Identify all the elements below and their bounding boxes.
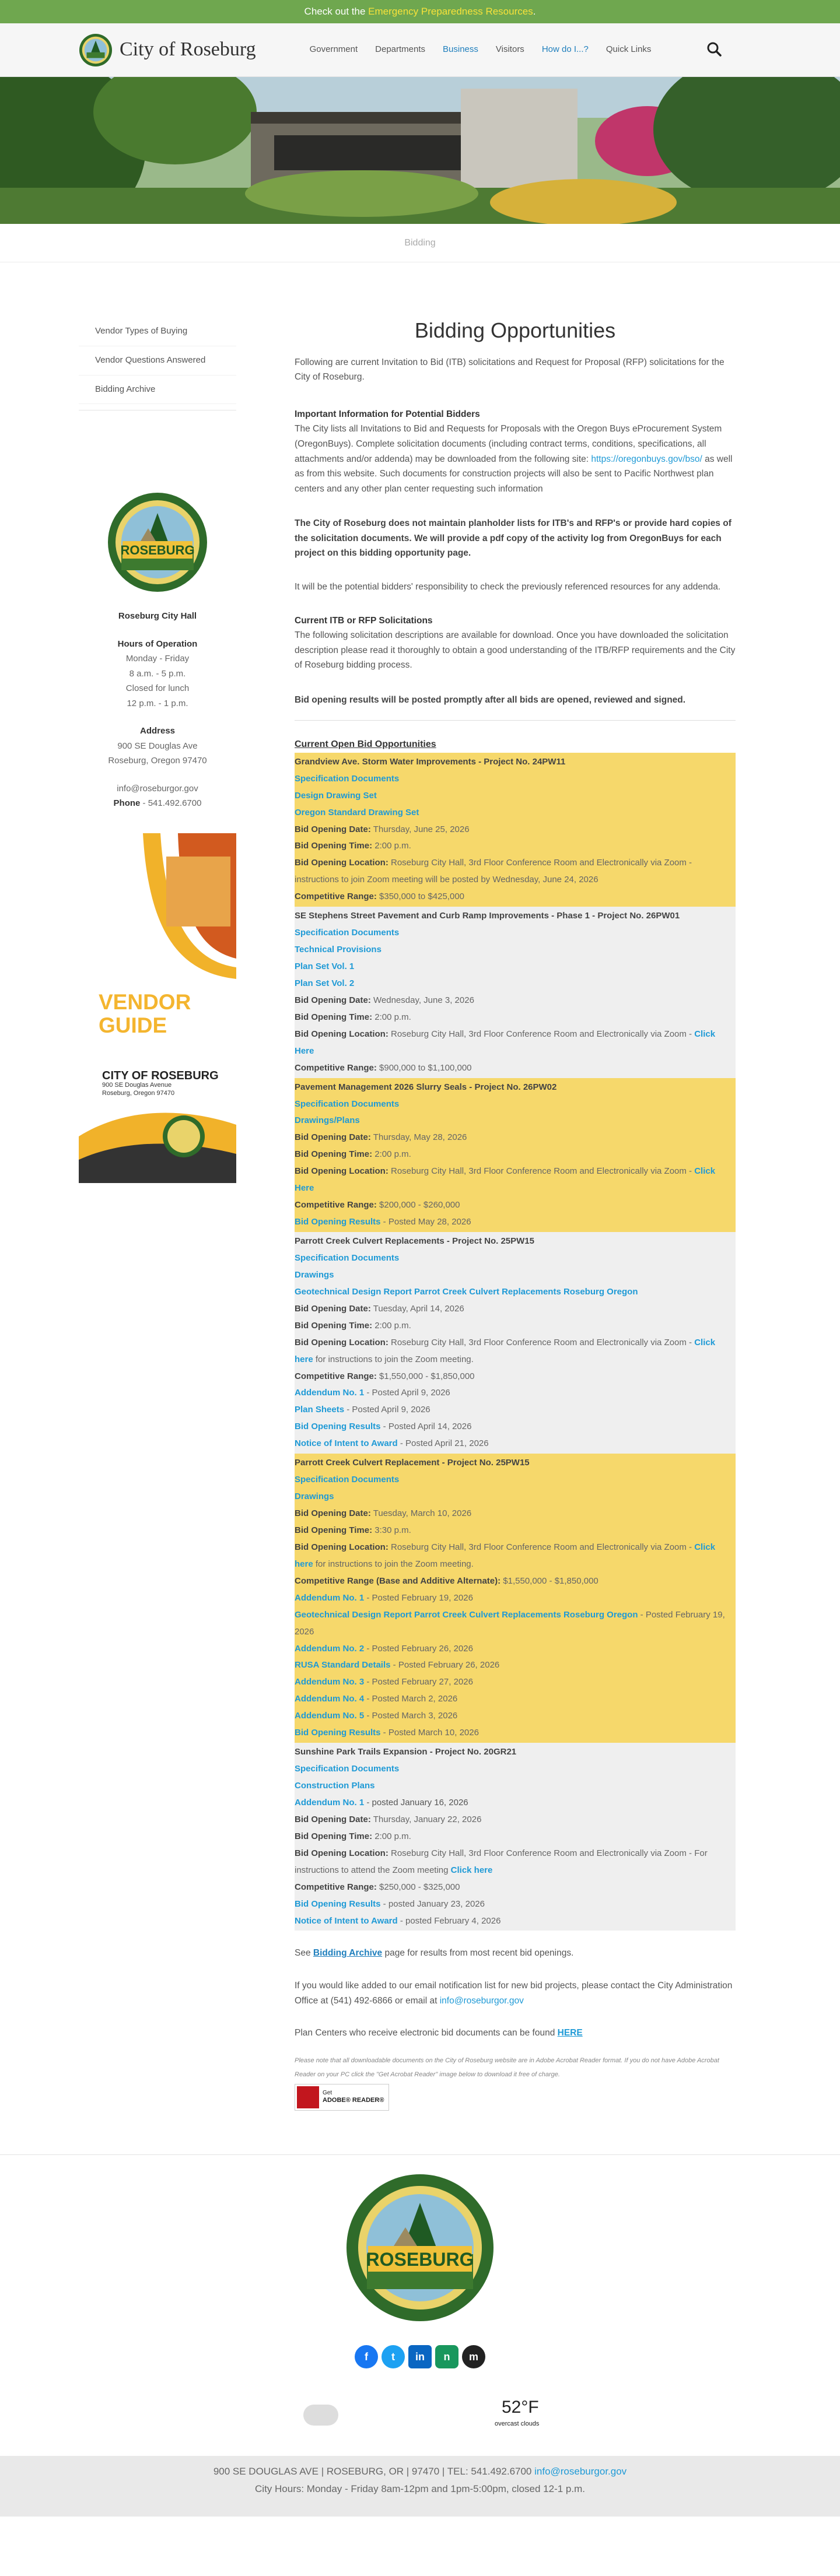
bid-opening-date bbox=[295, 822, 736, 838]
field-value: Roseburg City Hall, 3rd Floor Conference Room and Electronically via Zoom - bbox=[388, 1029, 695, 1039]
sidebar-item-vendor-questions[interactable]: Vendor Questions Answered bbox=[79, 346, 236, 375]
bid-opening-location bbox=[295, 1335, 736, 1368]
vendor-guide-title bbox=[99, 991, 191, 1038]
alert-link[interactable]: Emergency Preparedness Resources bbox=[368, 6, 533, 17]
bid-post bbox=[295, 1402, 736, 1419]
phone-label: Phone bbox=[113, 798, 141, 809]
bid-item bbox=[295, 1078, 736, 1232]
field-value: for instructions to join the Zoom meeting. bbox=[313, 1354, 474, 1364]
field-value: Thursday, January 22, 2026 bbox=[370, 1814, 482, 1824]
get-adobe-reader-button[interactable] bbox=[295, 2084, 389, 2111]
bid-post-link[interactable]: Notice of Intent to Award bbox=[295, 1438, 398, 1449]
bid-post bbox=[295, 1657, 736, 1674]
field-value: for instructions to join the Zoom meeting. bbox=[313, 1559, 474, 1569]
bid-document-link[interactable]: Specification Documents bbox=[295, 773, 400, 784]
field-label: Competitive Range: bbox=[295, 1062, 377, 1073]
competitive-range bbox=[295, 1879, 736, 1896]
field-value: 2:00 p.m. bbox=[372, 1149, 411, 1160]
bid-post-link[interactable]: Addendum No. 2 bbox=[295, 1643, 365, 1654]
address-line: Roseburg, Oregon 97470 bbox=[108, 756, 207, 766]
bid-post bbox=[295, 1607, 736, 1641]
field-label: Bid Opening Time: bbox=[295, 1831, 373, 1841]
bid-post bbox=[295, 1691, 736, 1708]
bid-post-link[interactable]: Addendum No. 1 bbox=[295, 1592, 365, 1603]
important-heading: Important Information for Potential Bidders bbox=[295, 409, 480, 419]
after-bids bbox=[295, 1946, 736, 2114]
bid-document-link[interactable]: Specification Documents bbox=[295, 1099, 400, 1109]
bid-document-link[interactable]: Plan Set Vol. 1 bbox=[295, 961, 355, 971]
sidebar bbox=[79, 317, 236, 2114]
bid-document-link[interactable]: Specification Documents bbox=[295, 1475, 400, 1485]
oregonbuys-link[interactable]: https://oregonbuys.gov/bso/ bbox=[591, 454, 702, 464]
bid-opening-location bbox=[295, 1026, 736, 1060]
field-value: Roseburg City Hall, 3rd Floor Conference Room and Electronically via Zoom - bbox=[388, 1542, 695, 1552]
bid-opening-location bbox=[295, 1845, 736, 1879]
bid-post-date: - posted January 23, 2026 bbox=[380, 1898, 485, 1909]
field-label: Bid Opening Time: bbox=[295, 841, 373, 851]
vg-title-line: VENDOR bbox=[99, 989, 191, 1014]
divider bbox=[295, 720, 736, 721]
competitive-range bbox=[295, 1060, 736, 1077]
competitive-range bbox=[295, 1573, 736, 1590]
bid-post-date: - Posted April 9, 2026 bbox=[364, 1388, 450, 1398]
competitive-range bbox=[295, 1197, 736, 1214]
hero-image bbox=[0, 77, 840, 224]
field-label: Bid Opening Location: bbox=[295, 1848, 388, 1858]
field-label: Competitive Range (Base and Additive Alternate): bbox=[295, 1575, 501, 1586]
field-label: Bid Opening Location: bbox=[295, 1337, 388, 1347]
field-label: Bid Opening Location: bbox=[295, 1542, 388, 1552]
footer-bottom bbox=[0, 2456, 840, 2517]
field-value: $900,000 to $1,100,000 bbox=[376, 1062, 472, 1073]
field-label: Bid Opening Location: bbox=[295, 1166, 388, 1177]
bid-document-link[interactable]: Specification Documents bbox=[295, 1252, 400, 1263]
bid-post-link[interactable]: Addendum No. 3 bbox=[295, 1677, 365, 1687]
bid-post bbox=[295, 1795, 736, 1812]
sidebar-seal-wrap bbox=[79, 492, 236, 592]
bid-post bbox=[295, 1641, 736, 1658]
field-value: Tuesday, April 14, 2026 bbox=[370, 1303, 464, 1314]
field-value: 3:30 p.m. bbox=[372, 1525, 411, 1535]
bid-post-date: - Posted February 26, 2026 bbox=[364, 1643, 473, 1654]
bid-opening-time bbox=[295, 1146, 736, 1163]
vg-addr-line: Roseburg, Oregon 97470 bbox=[102, 1090, 175, 1097]
bid-opening-location bbox=[295, 855, 736, 889]
hours-line: 12 p.m. - 1 p.m. bbox=[127, 698, 188, 708]
vg-title-line: GUIDE bbox=[99, 1013, 167, 1038]
hours-line: Monday - Friday bbox=[125, 654, 190, 664]
adobe-note: Please note that all downloadable documents on the City of Roseburg website are in Adobe Acrobat Reader format. If you do not have Adobe Acrobat Reader on your PC click the "Get Acrobat Reader" image below to download it free of charge. bbox=[295, 2056, 719, 2078]
field-label: Bid Opening Date: bbox=[295, 1303, 371, 1314]
footer bbox=[0, 2154, 840, 2456]
bid-post bbox=[295, 1725, 736, 1742]
bid-post-date: - posted February 4, 2026 bbox=[397, 1915, 501, 1926]
field-value: Thursday, June 25, 2026 bbox=[370, 824, 470, 834]
bidding-archive-link[interactable]: Bidding Archive bbox=[313, 1948, 383, 1959]
competitive-range bbox=[295, 1368, 736, 1385]
field-value: $1,550,000 - $1,850,000 bbox=[376, 1371, 475, 1381]
bid-post-link[interactable]: Addendum No. 1 bbox=[295, 1388, 365, 1398]
field-value: Wednesday, June 3, 2026 bbox=[370, 995, 474, 1005]
city-hall-photo bbox=[0, 77, 840, 224]
vendor-guide-city: CITY OF ROSEBURG bbox=[102, 1069, 219, 1082]
bid-title: Sunshine Park Trails Expansion - Project No. 20GR21 bbox=[295, 1747, 517, 1757]
bid-post bbox=[295, 1436, 736, 1452]
address-heading: Address bbox=[139, 726, 176, 736]
archive-pre: See bbox=[295, 1948, 313, 1959]
field-value: Roseburg City Hall, 3rd Floor Conference Room and Electronically via Zoom - bbox=[388, 1166, 695, 1177]
contact-info bbox=[79, 609, 236, 811]
bid-post bbox=[295, 1896, 736, 1913]
site-logo[interactable] bbox=[79, 33, 256, 67]
alert-text: Check out the bbox=[304, 6, 369, 17]
bid-opening-time bbox=[295, 1009, 736, 1026]
bid-opening-location bbox=[295, 1163, 736, 1197]
notify-body: If you would like added to our email notification list for new bid projects, please contact the City Administration Office at (541) 492-6866 or email at bbox=[295, 1981, 733, 2006]
bid-post-date: - Posted February 19, 2026 bbox=[364, 1592, 473, 1603]
bid-post bbox=[295, 1913, 736, 1930]
social-links bbox=[0, 2345, 840, 2368]
intro-text: Following are current Invitation to Bid (ITB) solicitations and Request for Proposal (RFP) solicitations for the City of Roseburg. bbox=[295, 357, 724, 382]
nextdoor-icon[interactable]: n bbox=[435, 2345, 459, 2368]
nav-visitors[interactable]: Visitors bbox=[495, 44, 524, 55]
current-heading: Current ITB or RFP Solicitations bbox=[295, 615, 433, 626]
bid-post bbox=[295, 1674, 736, 1691]
cloud-icon bbox=[303, 2405, 338, 2426]
adobe-get: Get bbox=[323, 2090, 332, 2097]
zoom-link[interactable]: Click here bbox=[450, 1865, 493, 1875]
contact-title: Roseburg City Hall bbox=[118, 611, 197, 622]
bid-document-link[interactable]: Drawings/Plans bbox=[295, 1115, 360, 1126]
adobe-name: ADOBE® READER® bbox=[323, 2097, 384, 2104]
plan-centers-body: Plan Centers who receive electronic bid documents can be found bbox=[295, 2028, 558, 2038]
bid-document-link[interactable]: Oregon Standard Drawing Set bbox=[295, 807, 419, 817]
notify-email-link[interactable]: info@roseburgor.gov bbox=[439, 1995, 524, 2006]
bid-post bbox=[295, 1419, 736, 1436]
bid-post-date: - Posted April 14, 2026 bbox=[380, 1422, 472, 1432]
field-value: 2:00 p.m. bbox=[372, 1012, 411, 1022]
nav-government[interactable]: Government bbox=[309, 44, 358, 55]
bid-post-link[interactable]: Plan Sheets bbox=[295, 1405, 345, 1415]
site-name: City of Roseburg bbox=[120, 38, 256, 61]
important-body: The City lists all Invitations to Bid and Requests for Proposals with the Oregon Buys eProcurement System (OregonBuys). Complete solicitation documents (including contract terms, conditions, specifications, all attachments and/or addenda) may be downloaded from the following site: bbox=[295, 424, 722, 464]
field-value: 2:00 p.m. bbox=[372, 1831, 411, 1841]
zoom-link[interactable]: Click here bbox=[295, 1337, 716, 1364]
field-label: Competitive Range: bbox=[295, 1200, 377, 1210]
bid-post-link[interactable]: Addendum No. 1 bbox=[295, 1797, 365, 1808]
search-icon[interactable] bbox=[705, 40, 724, 59]
bid-item bbox=[295, 753, 736, 907]
bid-post-date: - Posted March 10, 2026 bbox=[380, 1728, 479, 1738]
bid-document-link[interactable]: Plan Set Vol. 2 bbox=[295, 978, 355, 988]
bid-post-link[interactable]: Notice of Intent to Award bbox=[295, 1915, 398, 1926]
competitive-range bbox=[295, 889, 736, 906]
bid-post-link[interactable]: Geotechnical Design Report Parrot Creek Culvert Replacements Roseburg Oregon bbox=[295, 1609, 638, 1620]
notify-text bbox=[295, 1978, 736, 2008]
bid-post-link[interactable]: Bid Opening Results bbox=[295, 1728, 381, 1738]
bid-opening-location bbox=[295, 1539, 736, 1573]
zoom-link[interactable]: Click Here bbox=[295, 1029, 716, 1056]
zoom-link[interactable]: Click Here bbox=[295, 1166, 716, 1194]
footer-address bbox=[0, 2463, 840, 2480]
results-note: Bid opening results will be posted promptly after all bids are opened, reviewed and signed. bbox=[295, 694, 686, 705]
bid-post bbox=[295, 1708, 736, 1725]
hours-line: Closed for lunch bbox=[125, 683, 190, 694]
linkedin-icon[interactable]: in bbox=[408, 2345, 432, 2368]
mailchimp-icon[interactable]: m bbox=[462, 2345, 485, 2368]
hours-heading: Hours of Operation bbox=[117, 638, 198, 649]
bid-title: Parrott Creek Culvert Replacement - Project No. 25PW15 bbox=[295, 1458, 530, 1468]
bid-post bbox=[295, 1590, 736, 1607]
site-header bbox=[0, 23, 840, 77]
field-label: Bid Opening Location: bbox=[295, 1029, 388, 1039]
bid-title: Parrott Creek Culvert Replacements - Project No. 25PW15 bbox=[295, 1236, 534, 1246]
field-label: Bid Opening Date: bbox=[295, 1132, 371, 1143]
footer-address-text: 900 SE DOUGLAS AVE | ROSEBURG, OR | 97470 | TEL: 541.492.6700 bbox=[213, 2466, 535, 2477]
city-seal-icon bbox=[79, 33, 113, 67]
field-value: $350,000 to $425,000 bbox=[376, 892, 464, 902]
bid-document-link[interactable]: Specification Documents bbox=[295, 1764, 400, 1774]
bid-post-link[interactable]: RUSA Standard Details bbox=[295, 1660, 391, 1670]
archive-text bbox=[295, 1946, 736, 1961]
field-label: Competitive Range: bbox=[295, 1882, 377, 1892]
bid-item bbox=[295, 1743, 736, 1931]
bid-title: SE Stephens Street Pavement and Curb Ramp Improvements - Phase 1 - Project No. 26PW01 bbox=[295, 911, 680, 921]
field-value: Roseburg City Hall, 3rd Floor Conference Room and Electronically via Zoom - bbox=[388, 1337, 695, 1347]
nav-departments[interactable]: Departments bbox=[375, 44, 426, 55]
field-label: Bid Opening Date: bbox=[295, 824, 371, 834]
field-label: Bid Opening Date: bbox=[295, 1508, 371, 1518]
field-value: $1,550,000 - $1,850,000 bbox=[501, 1575, 598, 1586]
page-body bbox=[0, 317, 840, 2114]
bid-title: Grandview Ave. Storm Water Improvements - Project No. 24PW11 bbox=[295, 756, 566, 767]
field-label: Competitive Range: bbox=[295, 892, 377, 902]
bid-post-date: - Posted April 21, 2026 bbox=[397, 1438, 489, 1449]
bid-post-date: - Posted February 19, 2026 bbox=[295, 1609, 725, 1637]
bid-post-link[interactable]: Bid Opening Results bbox=[295, 1898, 381, 1909]
footer-email-link[interactable]: info@roseburgor.gov bbox=[534, 2466, 627, 2477]
field-label: Bid Opening Location: bbox=[295, 858, 388, 868]
field-label: Bid Opening Time: bbox=[295, 1320, 373, 1331]
bid-post-link[interactable]: Addendum No. 5 bbox=[295, 1711, 365, 1721]
phone-number: - 541.492.6700 bbox=[140, 798, 202, 809]
plan-centers-text bbox=[295, 2026, 736, 2041]
field-value: Roseburg City Hall, 3rd Floor Conference Room and Electronically via Zoom - For instructions to attend the Zoom meeting bbox=[295, 1848, 708, 1875]
bid-post-date: - Posted February 27, 2026 bbox=[364, 1677, 473, 1687]
hours-line: 8 a.m. - 5 p.m. bbox=[129, 668, 186, 679]
bid-opening-date bbox=[295, 1129, 736, 1146]
facebook-icon[interactable]: f bbox=[355, 2345, 378, 2368]
adobe-badge-text bbox=[323, 2090, 384, 2104]
field-value: Tuesday, March 10, 2026 bbox=[370, 1508, 472, 1518]
city-seal-icon bbox=[107, 492, 208, 592]
field-value: $200,000 - $260,000 bbox=[376, 1200, 460, 1210]
field-value: $250,000 - $325,000 bbox=[376, 1882, 460, 1892]
important-body-2: as well as from this website. Such documents for construction projects will also be sent to Pacific Northwest plan centers and any other plan center requesting such information bbox=[295, 454, 733, 494]
bid-opening-time bbox=[295, 1829, 736, 1845]
twitter-icon[interactable]: t bbox=[382, 2345, 405, 2368]
bid-item bbox=[295, 1232, 736, 1454]
bid-post-date: - Posted March 2, 2026 bbox=[364, 1694, 458, 1704]
bid-post-date: - Posted February 26, 2026 bbox=[390, 1660, 500, 1670]
field-label: Bid Opening Date: bbox=[295, 1814, 371, 1824]
bid-document-link[interactable]: Drawings bbox=[295, 1269, 334, 1280]
bid-post-date: - posted January 16, 2026 bbox=[364, 1797, 468, 1808]
bid-document-link[interactable]: Specification Documents bbox=[295, 928, 400, 938]
planholder-notice: The City of Roseburg does not maintain planholder lists for ITB's and RFP's or provide hard copies of the solicitation documents. We will provide a pdf copy of the activity log from OregonBuys for each project on this bidding opportunity page. bbox=[295, 518, 732, 559]
bid-post-link[interactable]: Bid Opening Results bbox=[295, 1422, 381, 1432]
bid-post-date: - Posted April 9, 2026 bbox=[344, 1405, 430, 1415]
contact-phone bbox=[79, 796, 236, 811]
nav-business[interactable]: Business bbox=[443, 44, 478, 55]
footer-hours: City Hours: Monday - Friday 8am-12pm and 1pm-5:00pm, closed 12-1 p.m. bbox=[255, 2483, 585, 2495]
weather-temp: 52°F bbox=[502, 2398, 539, 2417]
important-info bbox=[295, 407, 736, 496]
nav-how-do-i[interactable]: How do I...? bbox=[541, 44, 589, 55]
plan-centers-link[interactable]: HERE bbox=[557, 2028, 583, 2038]
bid-post-date: - Posted March 3, 2026 bbox=[364, 1711, 458, 1721]
bid-opening-date bbox=[295, 992, 736, 1009]
bid-post bbox=[295, 1214, 736, 1231]
bid-post-link[interactable]: Addendum No. 4 bbox=[295, 1694, 365, 1704]
adobe-icon bbox=[297, 2086, 319, 2108]
bid-document-link[interactable]: Design Drawing Set bbox=[295, 790, 377, 801]
weather-widget bbox=[0, 2386, 840, 2456]
field-label: Bid Opening Date: bbox=[295, 995, 371, 1005]
page-title: Bidding Opportunities bbox=[414, 318, 616, 342]
main-nav bbox=[310, 43, 652, 57]
bid-opening-time bbox=[295, 1318, 736, 1335]
city-seal-icon bbox=[346, 2174, 494, 2322]
bid-opening-time bbox=[295, 1522, 736, 1539]
bid-document-link[interactable]: Construction Plans bbox=[295, 1781, 375, 1791]
responsibility-text: It will be the potential bidders' responsibility to check the previously referenced resources for any addenda. bbox=[295, 581, 721, 592]
current-bids-title: Current Open Bid Opportunities bbox=[295, 739, 436, 750]
field-label: Bid Opening Time: bbox=[295, 1525, 373, 1535]
bid-opening-date bbox=[295, 1812, 736, 1829]
archive-post: page for results from most recent bid openings. bbox=[382, 1948, 574, 1959]
bid-document-link[interactable]: Technical Provisions bbox=[295, 945, 382, 955]
bid-opening-date bbox=[295, 1505, 736, 1522]
bid-post-link[interactable]: Bid Opening Results bbox=[295, 1217, 381, 1227]
field-label: Bid Opening Time: bbox=[295, 1012, 373, 1022]
bid-document-link[interactable]: Geotechnical Design Report Parrot Creek Culvert Replacements Roseburg Oregon bbox=[295, 1286, 638, 1297]
field-value: 2:00 p.m. bbox=[372, 1320, 411, 1331]
main-content bbox=[295, 317, 736, 2114]
alert-bar bbox=[0, 0, 840, 23]
sidebar-item-vendor-types[interactable]: Vendor Types of Buying bbox=[79, 317, 236, 346]
breadcrumb: Bidding bbox=[0, 224, 840, 262]
field-value: Thursday, May 28, 2026 bbox=[370, 1132, 467, 1143]
field-value: 2:00 p.m. bbox=[372, 841, 411, 851]
current-body: The following solicitation descriptions are available for download. Once you have downloaded the solicitation description please read it thoroughly to obtain a good understanding of the ITB/RFP requirements and the City of Roseburg bidding process. bbox=[295, 630, 736, 671]
bid-title: Pavement Management 2026 Slurry Seals - Project No. 26PW02 bbox=[295, 1082, 557, 1092]
bid-post bbox=[295, 1385, 736, 1402]
vendor-guide-address bbox=[102, 1081, 174, 1098]
field-label: Competitive Range: bbox=[295, 1371, 377, 1381]
alert-suffix: . bbox=[533, 6, 536, 17]
address-line: 900 SE Douglas Ave bbox=[117, 740, 198, 751]
seal-text: ROSEBURG bbox=[120, 543, 195, 558]
bid-item bbox=[295, 1454, 736, 1743]
bid-item bbox=[295, 907, 736, 1078]
field-label: Bid Opening Time: bbox=[295, 1149, 373, 1160]
vg-addr-line: 900 SE Douglas Avenue bbox=[102, 1081, 172, 1089]
current-solicitations bbox=[295, 613, 736, 673]
sidebar-menu bbox=[79, 317, 236, 410]
sidebar-item-bidding-archive[interactable]: Bidding Archive bbox=[79, 375, 236, 405]
weather-condition: overcast clouds bbox=[495, 2420, 540, 2428]
nav-quick-links[interactable]: Quick Links bbox=[606, 44, 652, 55]
bid-post-date: - Posted May 28, 2026 bbox=[380, 1217, 471, 1227]
bid-document-link[interactable]: Drawings bbox=[295, 1491, 334, 1502]
bid-list bbox=[295, 753, 736, 1931]
contact-email[interactable]: info@roseburgor.gov bbox=[117, 783, 198, 794]
bid-opening-time bbox=[295, 838, 736, 855]
zoom-link[interactable]: Click here bbox=[295, 1542, 716, 1569]
vendor-guide-banner[interactable] bbox=[79, 833, 236, 1183]
field-value: Roseburg City Hall, 3rd Floor Conference Room and Electronically via Zoom - instructions to join Zoom meeting will be posted by Wednesday, June 24, 2026 bbox=[295, 858, 692, 885]
bid-opening-date bbox=[295, 1301, 736, 1318]
footer-seal-text: ROSEBURG bbox=[366, 2249, 474, 2270]
